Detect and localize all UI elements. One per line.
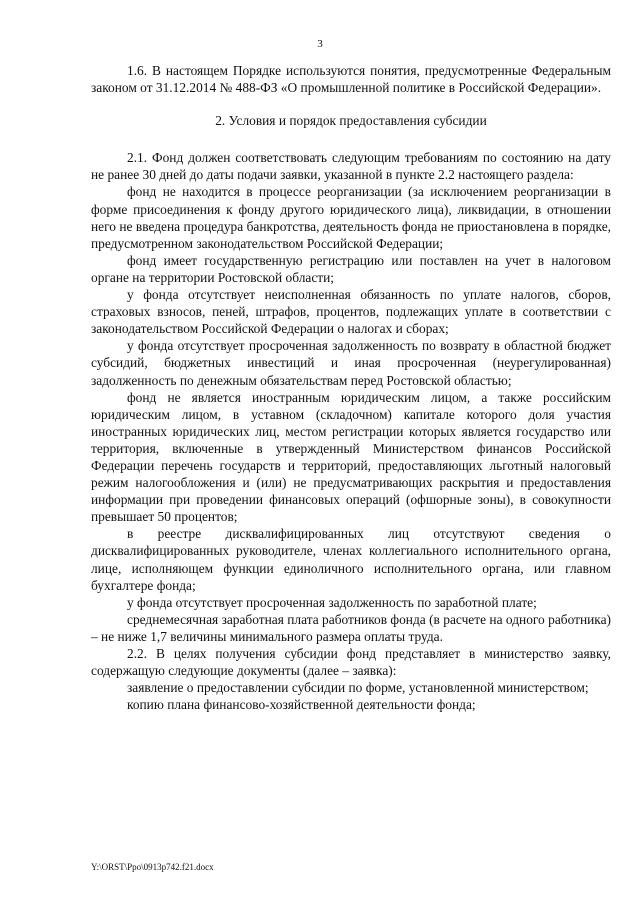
footer-file-path: Y:\ORST\Ppo\0913p742.f21.docx xyxy=(91,862,214,872)
paragraph: 2.2. В целях получения субсидии фонд представляет в министерство заявку, содержащую следующие документы (далее – заявка): xyxy=(91,646,611,679)
paragraph: заявление о предоставлении субсидии по форме, установленной министерством; xyxy=(127,680,589,696)
paragraph: у фонда отсутствует просроченная задолженность по заработной плате; xyxy=(127,594,537,610)
paragraph: копию плана финансово-хозяйственной деятельности фонда; xyxy=(127,697,476,713)
page-number: 3 xyxy=(317,38,323,50)
paragraph-1-6: 1.6. В настоящем Порядке используются понятия, предусмотренные Федеральным законом от 31.12.2014 № 488-ФЗ «О промышленной политике в Российской Федерации». xyxy=(91,63,611,96)
section-heading: 2. Условия и порядок предоставления субсидии xyxy=(215,113,487,129)
paragraph: среднемесячная заработная плата работников фонда (в расчете на одного работника) – не ниже 1,7 величины минимального размера оплаты труда. xyxy=(91,611,611,644)
paragraph: фонд не находится в процессе реорганизации (за исключением реорганизации в форме присоединения к фонду другого юридического лица), ликвидации, в отношении него не введена процедура банкротства, деятельность фонда не приостановлена в порядке, предусмотренном законодательством Российской Федерации; xyxy=(91,184,611,251)
document-body xyxy=(91,62,611,713)
paragraph: фонд имеет государственную регистрацию или поставлен на учет в налоговом органе на территории Ростовской области; xyxy=(91,252,611,285)
paragraph: 2.1. Фонд должен соответствовать следующим требованиям по состоянию на дату не ранее 30 дней до даты подачи заявки, указанной в пункте 2.2 настоящего раздела: xyxy=(91,150,611,183)
paragraph: в реестре дисквалифицированных лиц отсутствуют сведения о дисквалифицированных руководителе, членах коллегиального исполнительного органа, лице, исполняющем функции единоличного исполнительного органа, или главном бухгалтере фонда; xyxy=(91,526,611,593)
paragraph: фонд не является иностранным юридическим лицом, а также российским юридическим лицом, в уставном (складочном) капитале которого доля участия иностранных юридических лиц, местом регистрации которых является государство или территория, включенные в утвержденный Министерством финансов Российской Федерации перечень государств и территорий, предоставляющих льготный налоговый режим налогообложения и (или) не предусматривающих раскрытия и предоставления информации при проведении финансовых операций (офшорные зоны), в совокупности превышает 50 процентов; xyxy=(91,389,611,525)
paragraph: у фонда отсутствует просроченная задолженность по возврату в областной бюджет субсидий, бюджетных инвестиций и иная просроченная (неурегулированная) задолженность по денежным обязательствам перед Ростовской областью; xyxy=(91,338,611,388)
paragraph: у фонда отсутствует неисполненная обязанность по уплате налогов, сборов, страховых взносов, пеней, штрафов, процентов, подлежащих уплате в соответствии с законодательством Российской Федерации о налогах и сборах; xyxy=(91,287,611,337)
